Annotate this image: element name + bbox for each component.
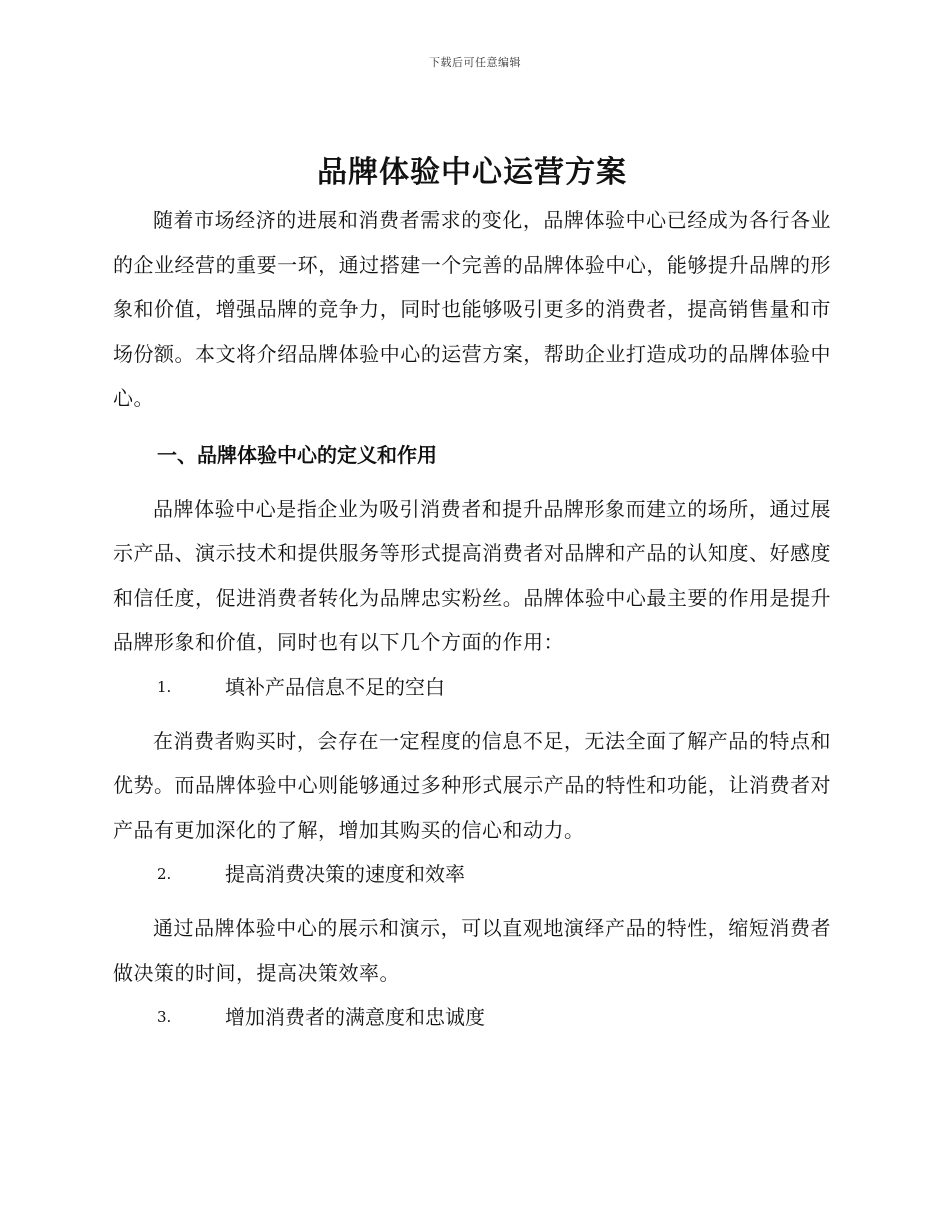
page-header-note: 下载后可任意编辑 xyxy=(429,56,521,69)
section-heading: 一、品牌体验中心的定义和作用 xyxy=(157,442,437,467)
list-item-1-body: 在消费者购买时，会存在一定程度的信息不足，无法全面了解产品的特点和优势。而品牌体验中心则能够通过多种形式展示产品的特性和功能，让消费者对产品有更加深化的了解，增加其购买的信心和动力。 xyxy=(113,728,831,842)
document-title: 品牌体验中心运营方案 xyxy=(317,155,627,190)
list-label: 增加消费者的满意度和忠诚度 xyxy=(225,1005,485,1029)
list-item-2-body: 通过品牌体验中心的展示和演示，可以直观地演绎产品的特性，缩短消费者做决策的时间，提高决策效率。 xyxy=(113,916,831,985)
list-item-1 xyxy=(113,665,831,709)
list-label: 提高消费决策的速度和效率 xyxy=(225,862,465,886)
section-paragraph: 品牌体验中心是指企业为吸引消费者和提升品牌形象而建立的场所，通过展示产品、演示技术和提供服务等形式提高消费者对品牌和产品的认知度、好感度和信任度，促进消费者转化为品牌忠实粉丝。品牌体验中心最主要的作用是提升品牌形象和价值，同时也有以下几个方面的作用： xyxy=(113,496,831,654)
document-body xyxy=(113,148,831,1039)
list-number: 1. xyxy=(157,677,172,696)
intro-paragraph: 随着市场经济的进展和消费者需求的变化，品牌体验中心已经成为各行各业的企业经营的重要一环，通过搭建一个完善的品牌体验中心，能够提升品牌的形象和价值，增强品牌的竞争力，同时也能够吸引更多的消费者，提高销售量和市场份额。本文将介绍品牌体验中心的运营方案，帮助企业打造成功的品牌体验中心。 xyxy=(113,208,831,410)
list-item-3 xyxy=(113,995,831,1039)
list-number: 3. xyxy=(157,1008,172,1026)
list-label: 填补产品信息不足的空白 xyxy=(225,674,445,699)
list-item-2 xyxy=(113,852,831,896)
list-number: 2. xyxy=(157,865,172,883)
